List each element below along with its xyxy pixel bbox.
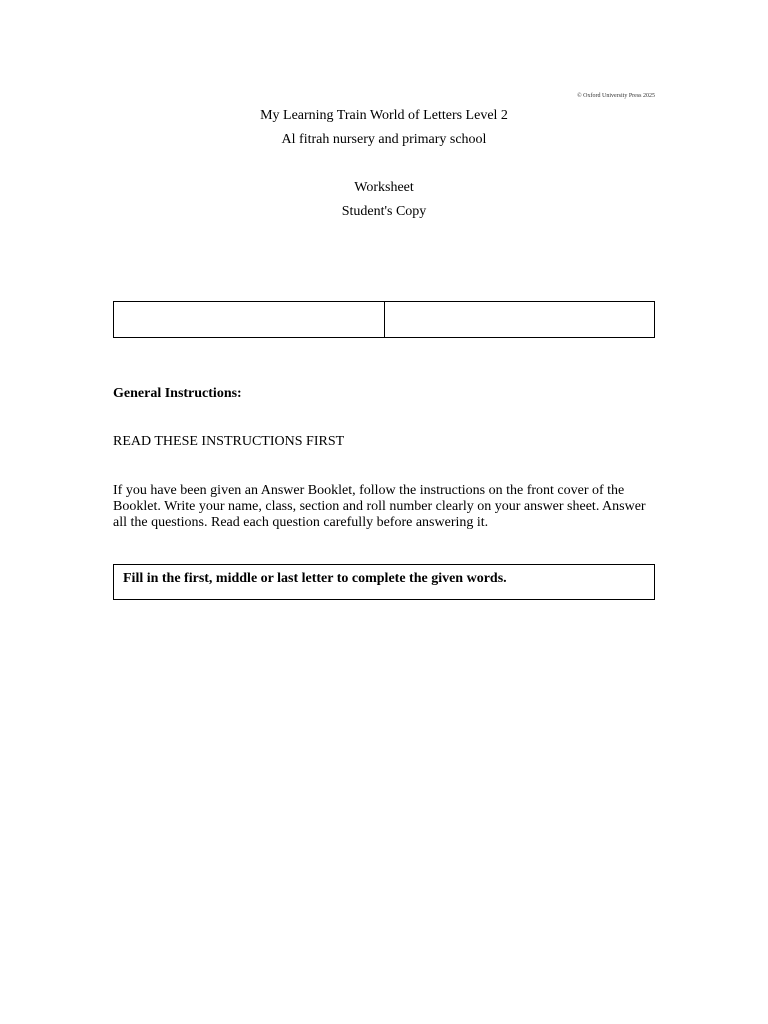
student-info-table: [113, 301, 655, 338]
copyright-notice: © Oxford University Press 2025: [577, 93, 655, 99]
task-prompt-box: [113, 564, 655, 600]
instructions-heading: General Instructions:: [113, 386, 242, 401]
school-name: Al fitrah nursery and primary school: [281, 132, 487, 147]
document-title: My Learning Train World of Letters Level 2: [260, 108, 508, 123]
instructions-paragraph: If you have been given an Answer Booklet, follow the instructions on the front cover of the Booklet. Write your name, class, section and roll number clearly on your answer sheet. Answer all the questions. Read each question carefully before answering it.: [113, 483, 646, 530]
task-prompt: Fill in the first, middle or last letter to complete the given words.: [123, 571, 507, 586]
info-cell-left[interactable]: [114, 302, 384, 337]
document-type: Worksheet: [354, 180, 414, 195]
info-cell-right[interactable]: [384, 302, 655, 337]
copy-type: Student's Copy: [341, 204, 427, 219]
read-first-notice: READ THESE INSTRUCTIONS FIRST: [113, 434, 345, 449]
